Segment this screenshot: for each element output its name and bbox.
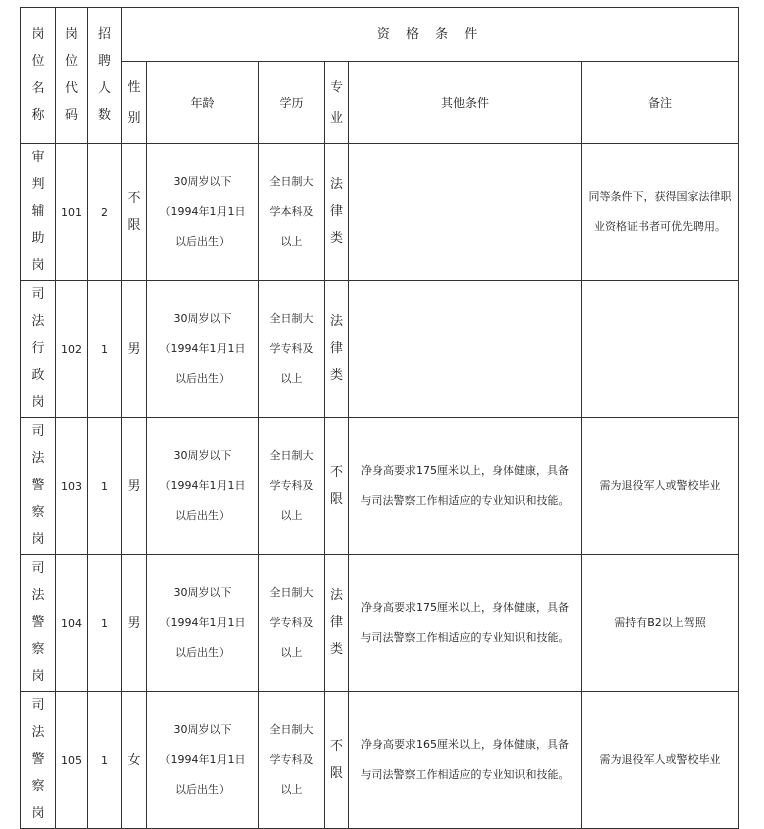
header-post-code: 岗位代码	[56, 8, 88, 144]
cell-education: 全日制大学专科及以上	[259, 555, 325, 692]
header-gender: 性别	[122, 62, 147, 144]
cell-post-name: 司法行政岗	[21, 281, 56, 418]
cell-recruit-count: 1	[88, 692, 122, 829]
cell-remark: 同等条件下，获得国家法律职业资格证书者可优先聘用。	[582, 144, 739, 281]
header-qualifications: 资 格 条 件	[122, 8, 739, 62]
cell-other: 净身高要求175厘米以上，身体健康，具备与司法警察工作相适应的专业知识和技能。	[349, 418, 582, 555]
cell-age: 30周岁以下（1994年1月1日以后出生）	[147, 418, 259, 555]
cell-other	[349, 144, 582, 281]
cell-remark	[582, 281, 739, 418]
table-row	[21, 418, 739, 555]
cell-remark: 需为退役军人或警校毕业	[582, 418, 739, 555]
cell-post-code: 101	[56, 144, 88, 281]
header-post-name: 岗位名称	[21, 8, 56, 144]
cell-education: 全日制大学专科及以上	[259, 418, 325, 555]
cell-age: 30周岁以下（1994年1月1日以后出生）	[147, 555, 259, 692]
header-age: 年龄	[147, 62, 259, 144]
cell-major: 不限	[325, 418, 349, 555]
cell-education: 全日制大学专科及以上	[259, 281, 325, 418]
header-education: 学历	[259, 62, 325, 144]
cell-remark: 需持有B2以上驾照	[582, 555, 739, 692]
cell-gender: 男	[122, 418, 147, 555]
cell-gender: 不限	[122, 144, 147, 281]
header-other: 其他条件	[349, 62, 582, 144]
cell-post-name: 司法警察岗	[21, 555, 56, 692]
cell-major: 不限	[325, 692, 349, 829]
cell-major: 法律类	[325, 281, 349, 418]
cell-major: 法律类	[325, 144, 349, 281]
header-remark: 备注	[582, 62, 739, 144]
recruitment-table	[20, 7, 739, 829]
header-major: 专业	[325, 62, 349, 144]
table-row	[21, 692, 739, 829]
cell-gender: 男	[122, 555, 147, 692]
cell-post-code: 104	[56, 555, 88, 692]
cell-recruit-count: 1	[88, 555, 122, 692]
cell-recruit-count: 1	[88, 281, 122, 418]
cell-post-name: 审判辅助岗	[21, 144, 56, 281]
cell-age: 30周岁以下（1994年1月1日以后出生）	[147, 692, 259, 829]
table-row	[21, 281, 739, 418]
cell-education: 全日制大学本科及以上	[259, 144, 325, 281]
cell-age: 30周岁以下（1994年1月1日以后出生）	[147, 281, 259, 418]
cell-age: 30周岁以下（1994年1月1日以后出生）	[147, 144, 259, 281]
cell-post-code: 105	[56, 692, 88, 829]
cell-other	[349, 281, 582, 418]
cell-remark: 需为退役军人或警校毕业	[582, 692, 739, 829]
table-row	[21, 555, 739, 692]
cell-post-name: 司法警察岗	[21, 418, 56, 555]
table-row	[21, 144, 739, 281]
cell-post-code: 103	[56, 418, 88, 555]
cell-recruit-count: 2	[88, 144, 122, 281]
cell-other: 净身高要求165厘米以上，身体健康，具备与司法警察工作相适应的专业知识和技能。	[349, 692, 582, 829]
cell-post-code: 102	[56, 281, 88, 418]
cell-recruit-count: 1	[88, 418, 122, 555]
cell-major: 法律类	[325, 555, 349, 692]
cell-other: 净身高要求175厘米以上，身体健康，具备与司法警察工作相适应的专业知识和技能。	[349, 555, 582, 692]
cell-gender: 女	[122, 692, 147, 829]
header-recruit-count: 招聘人数	[88, 8, 122, 144]
cell-education: 全日制大学专科及以上	[259, 692, 325, 829]
cell-gender: 男	[122, 281, 147, 418]
cell-post-name: 司法警察岗	[21, 692, 56, 829]
